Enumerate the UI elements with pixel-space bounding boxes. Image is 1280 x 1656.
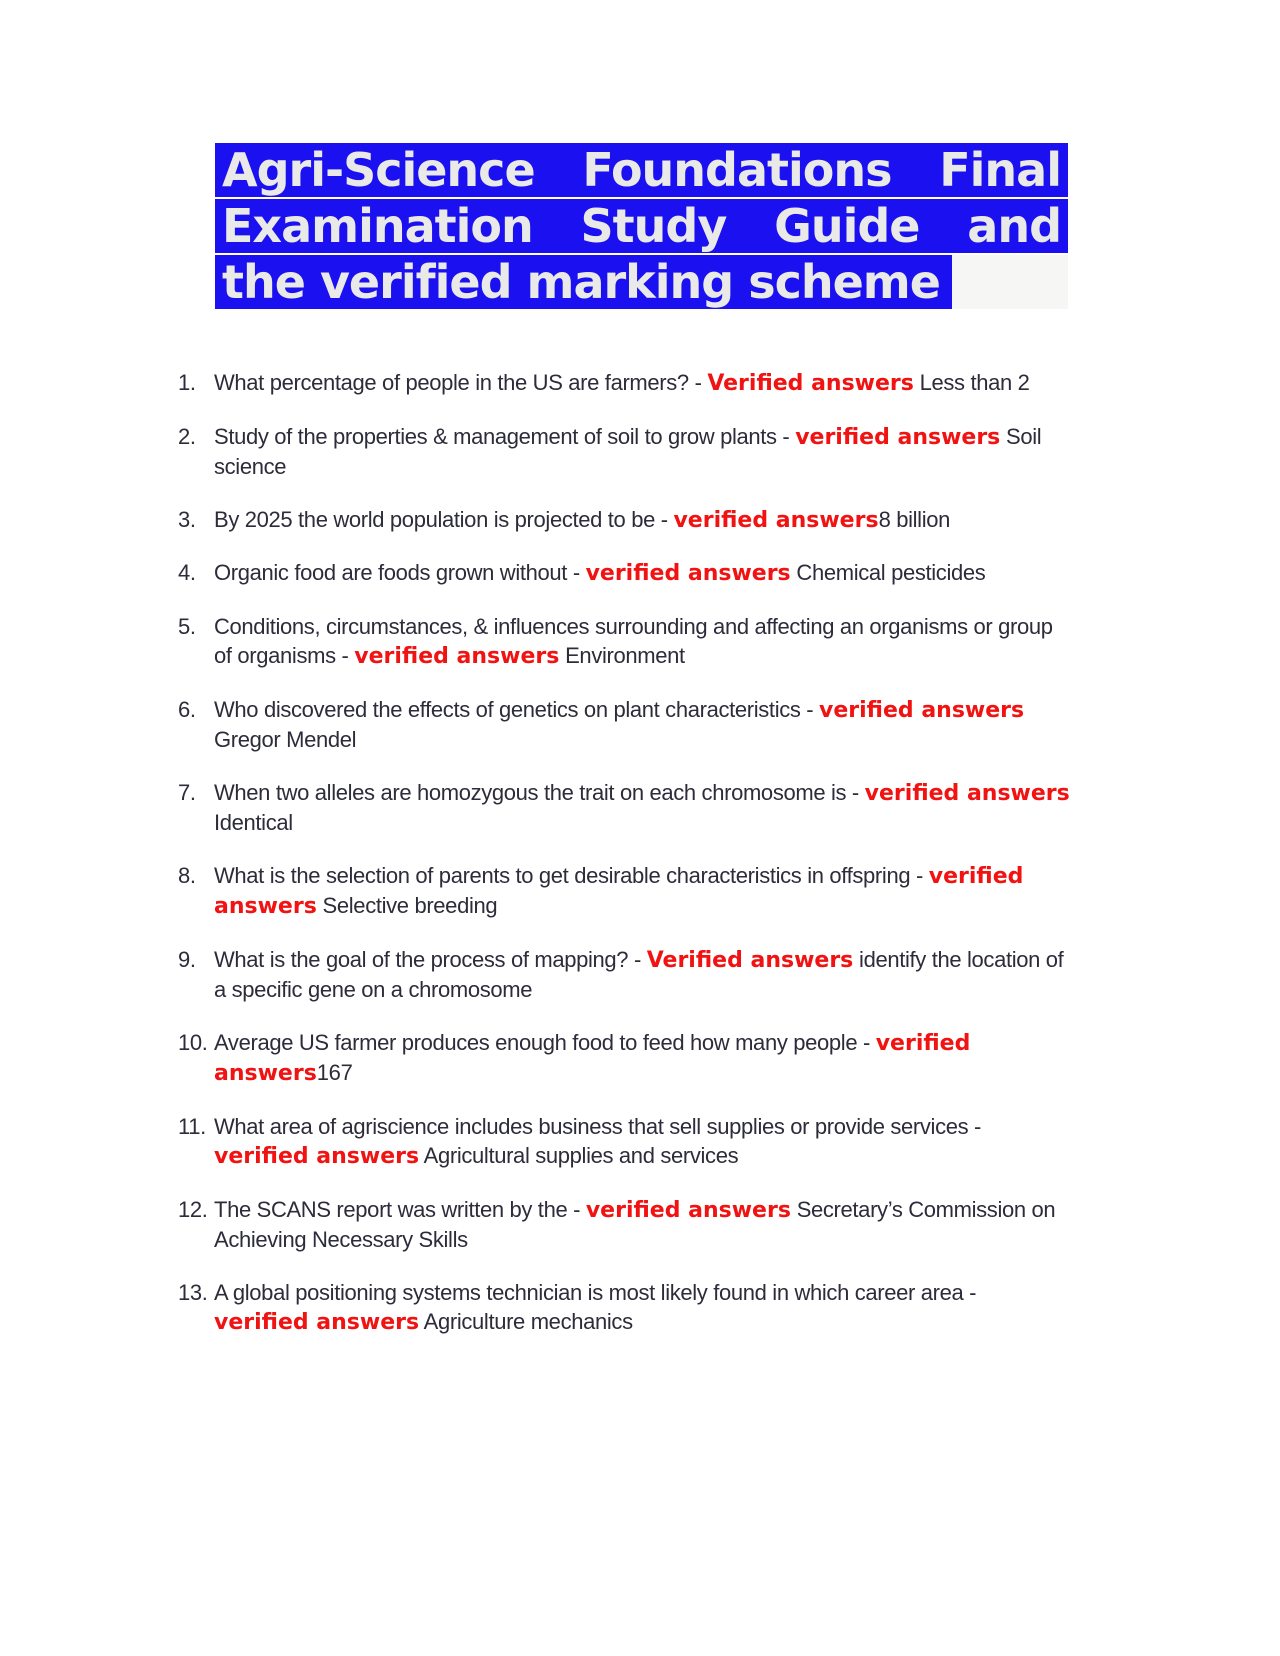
item-text	[214, 778, 1070, 838]
answer-label: Verified answers	[707, 371, 914, 396]
item-text	[214, 505, 1070, 536]
answer-text: Soil science	[214, 423, 1042, 479]
item-text	[214, 945, 1070, 1005]
item-number: 2.	[178, 423, 196, 449]
item-number: 8.	[178, 862, 196, 888]
answer-label: verified answers	[673, 507, 879, 533]
item-text	[214, 558, 1070, 589]
item-text	[214, 1278, 1070, 1338]
answer-text: Agriculture mechanics	[419, 1309, 633, 1334]
title-line-3	[215, 255, 1068, 309]
question-text: When two alleles are homozygous the trait on each chromosome is -	[214, 779, 865, 805]
list-item	[178, 612, 1070, 672]
question-text: What area of agriscience includes business that sell supplies or provide services -	[214, 1113, 982, 1139]
question-text: A global positioning systems technician is most likely found in which career area -	[214, 1279, 977, 1305]
question-text: Conditions, circumstances, & influences surrounding and affecting an organisms or group of organisms -	[214, 613, 1053, 668]
answer-text: Agricultural supplies and services	[419, 1143, 739, 1168]
title-line-3-text: the verified marking scheme	[215, 255, 952, 309]
answer-text: 8 billion	[878, 506, 951, 532]
document-title	[215, 143, 1068, 311]
item-text	[214, 695, 1070, 755]
question-list	[178, 368, 1070, 1361]
answer-label: Verified answers	[646, 947, 854, 973]
item-text	[214, 1195, 1070, 1255]
question-text: Who discovered the effects of genetics on plant characteristics -	[214, 696, 820, 722]
item-text	[214, 1112, 1070, 1172]
list-item	[178, 558, 1070, 589]
item-text	[214, 861, 1070, 922]
title-line-2: Examination Study Guide and	[215, 199, 1068, 253]
answer-label: verified answers	[585, 561, 791, 586]
item-text	[214, 422, 1070, 482]
item-number: 3.	[178, 506, 196, 532]
item-number: 5.	[178, 613, 196, 639]
item-number: 7.	[178, 779, 196, 805]
item-text	[214, 1028, 1070, 1089]
answer-label: verified answers	[819, 697, 1025, 723]
question-text: Organic food are foods grown without -	[214, 560, 586, 585]
item-number: 1.	[178, 370, 196, 395]
item-number: 13.	[178, 1279, 208, 1305]
question-text: Average US farmer produces enough food to feed how many people -	[214, 1029, 876, 1055]
answer-text: identify the location of a specific gene on a chromosome	[214, 946, 1064, 1002]
list-item	[178, 1195, 1070, 1255]
list-item	[178, 422, 1070, 482]
answer-text: Less than 2	[913, 370, 1030, 395]
answer-text: Selective breeding	[316, 893, 498, 918]
list-item	[178, 1278, 1070, 1338]
list-item	[178, 368, 1070, 399]
answer-label: verified answers	[864, 780, 1070, 806]
item-number: 12.	[178, 1196, 208, 1222]
question-text: What is the goal of the process of mapping? -	[214, 946, 647, 972]
item-number: 10.	[178, 1029, 208, 1055]
list-item	[178, 945, 1070, 1005]
question-text: Study of the properties & management of soil to grow plants -	[214, 423, 796, 449]
list-item	[178, 778, 1070, 838]
list-item	[178, 695, 1070, 755]
question-text: The SCANS report was written by the -	[214, 1196, 586, 1222]
list-item	[178, 861, 1070, 922]
answer-text: Secretary’s Commission on Achieving Necessary Skills	[214, 1196, 1056, 1252]
answer-text: Chemical pesticides	[790, 560, 986, 585]
item-text	[214, 368, 1070, 399]
list-item	[178, 1112, 1070, 1172]
answer-label: verified answers	[585, 1197, 791, 1223]
question-text: By 2025 the world population is projected to be -	[214, 506, 674, 532]
answer-text: Environment	[559, 643, 685, 668]
answer-label: verified answers	[795, 424, 1001, 450]
answer-text: Identical	[214, 810, 293, 835]
question-text: What percentage of people in the US are farmers? -	[214, 370, 708, 395]
item-number: 6.	[178, 696, 196, 722]
item-number: 11.	[178, 1113, 206, 1139]
list-item	[178, 1028, 1070, 1089]
answer-label: verified answers	[214, 1310, 420, 1335]
answer-label: verified answers	[214, 863, 1024, 919]
item-number: 9.	[178, 946, 196, 972]
answer-label: verified answers	[214, 1030, 971, 1086]
answer-text: Gregor Mendel	[214, 727, 357, 752]
answer-label: verified answers	[214, 1144, 420, 1169]
list-item	[178, 505, 1070, 536]
answer-text: 167	[316, 1060, 353, 1085]
answer-label: verified answers	[354, 644, 560, 669]
item-number: 4.	[178, 560, 196, 585]
title-highlight-filler	[952, 255, 1068, 309]
title-line-1: Agri-Science Foundations Final	[215, 143, 1068, 197]
item-text	[214, 612, 1070, 672]
question-text: What is the selection of parents to get desirable characteristics in offspring -	[214, 862, 929, 888]
